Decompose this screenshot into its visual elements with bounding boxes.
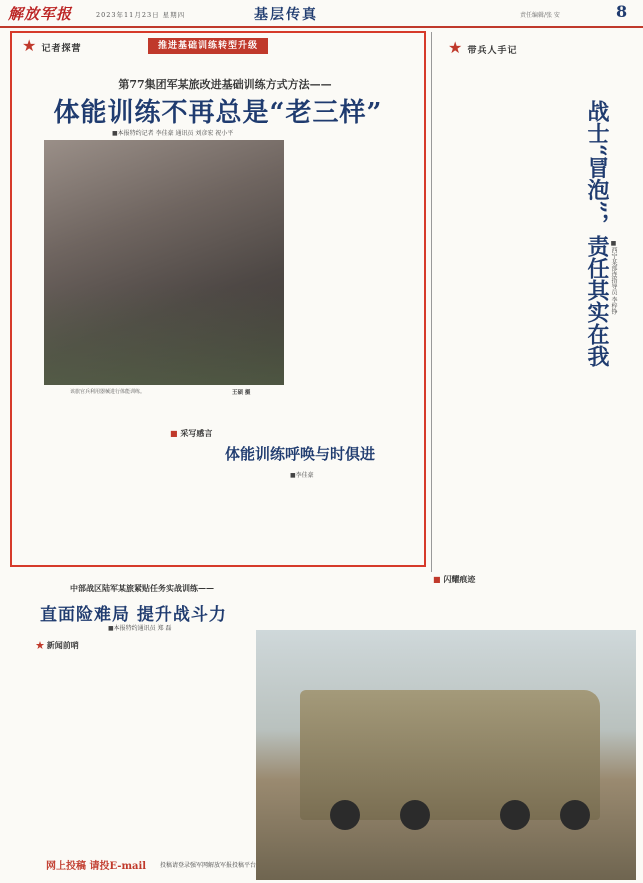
commentary-title: 战士“冒泡”，责任其实在我: [584, 100, 610, 368]
topic-tag: 推进基础训练转型升级: [148, 38, 268, 54]
sub-headline: 体能训练呼唤与时俱进: [224, 445, 375, 463]
page-number: 8: [616, 2, 628, 21]
section2-body: [20, 655, 250, 845]
star-icon: ★: [22, 36, 37, 55]
section2-column: ★ 新闻前哨: [36, 640, 79, 650]
right-column-label: 带兵人手记: [467, 46, 518, 56]
training-photo: [44, 140, 284, 385]
square-icon: ■: [170, 428, 178, 438]
star-icon: ★: [448, 38, 463, 57]
photo-credit: 王硕 摄: [232, 390, 251, 396]
wheel-icon: [560, 800, 590, 830]
article-kicker: 第77集团军某旅改进基础训练方式方法——: [118, 78, 332, 91]
square-icon: ■: [433, 574, 441, 584]
star-icon: ★: [36, 640, 44, 650]
right-column-body: [440, 60, 560, 560]
article-headline: 体能训练不再总是“老三样”: [53, 98, 383, 128]
section2-kicker: 中部战区陆军某旅紧贴任务实战训练——: [70, 583, 214, 593]
column-label: 记者探营: [41, 44, 82, 54]
issue-date: 2023年11月23日 星期四: [96, 11, 186, 19]
section2-byline: ■本报特约通讯员 郑 磊: [108, 625, 172, 632]
section2-headline: 直面险难局 提升战斗力: [40, 605, 227, 625]
sub-byline: ■李佳豪: [290, 472, 314, 479]
email-banner: 网上投稿 请投E-mail: [46, 861, 147, 872]
wheel-icon: [500, 800, 530, 830]
commentary-byline: ■西宁某部连指导员 李梓铮: [610, 240, 617, 315]
wheel-icon: [330, 800, 360, 830]
bottom-column-label: ■ 闪耀痕迹: [433, 574, 476, 584]
wheel-icon: [400, 800, 430, 830]
right-column-header: [448, 38, 517, 57]
editor-credit: 责任编辑/张 安: [520, 12, 560, 19]
article-body-col2: [20, 398, 150, 558]
section-title: 基层传真: [254, 7, 318, 23]
photo-caption: 该旅官兵利用器械进行体能训练。: [70, 389, 146, 395]
subcolumn-label: ■ 采写感言: [170, 428, 213, 438]
article-body-col1: [290, 142, 418, 392]
column-header: [22, 36, 81, 55]
column-divider: [431, 32, 432, 572]
email-subtitle: 投稿请登录强军网解放军报投稿平台: [160, 862, 257, 869]
newspaper-logo: 解放军报: [8, 5, 73, 23]
article-byline: ■本报特约记者 李佳豪 通讯员 刘彦宏 祝小平: [112, 130, 234, 137]
